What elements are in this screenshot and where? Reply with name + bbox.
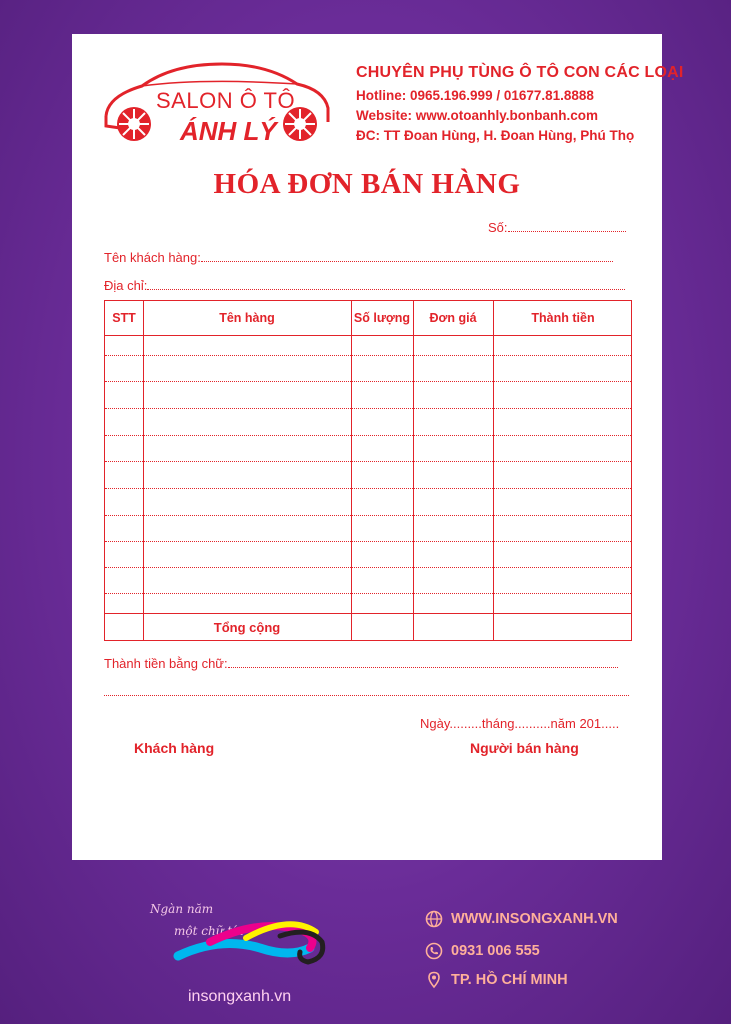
seller-signature-label: Người bán hàng xyxy=(470,740,579,756)
tagline: CHUYÊN PHỤ TÙNG Ô TÔ CON CÁC LOẠI xyxy=(356,64,684,81)
hotline: Hotline: 0965.196.999 / 01677.81.8888 xyxy=(356,88,594,103)
invoice-sheet xyxy=(72,34,684,860)
items-table xyxy=(104,300,632,641)
footer-website-text: WWW.INSONGXANH.VN xyxy=(451,911,618,927)
footer-city xyxy=(425,971,568,989)
footer-phone[interactable] xyxy=(425,942,540,960)
col-header-unit-price: Đơn giá xyxy=(429,311,477,325)
address-label: Địa chỉ: xyxy=(104,278,148,293)
col-header-item-name: Tên hàng xyxy=(219,311,275,325)
col-header-quantity: Số lượng xyxy=(353,311,411,325)
contact-block xyxy=(356,64,684,148)
buyer-signature-label: Khách hàng xyxy=(134,740,215,756)
address-field xyxy=(104,278,625,293)
amount-in-words-label: Thành tiền bằng chữ: xyxy=(104,656,228,671)
amount-in-words-field xyxy=(104,656,618,671)
date-line: Ngày.........tháng..........năm 201..... xyxy=(420,716,620,731)
slogan-line-2: một chữ tín xyxy=(174,924,244,938)
globe-icon xyxy=(425,910,443,928)
footer-city-text: TP. HỒ CHÍ MINH xyxy=(451,972,568,988)
total-label: Tổng cộng xyxy=(213,620,281,635)
salon-logo xyxy=(102,56,334,148)
logo-line-2: ÁNH LÝ xyxy=(180,116,277,146)
printer-brand: insongxanh.vn xyxy=(188,988,292,1005)
wheel-left-icon xyxy=(117,107,151,141)
customer-name-label: Tên khách hàng: xyxy=(104,250,201,265)
amount-in-words-line-2 xyxy=(104,684,629,699)
phone-icon xyxy=(425,942,443,960)
footer-phone-text: 0931 006 555 xyxy=(451,943,540,959)
col-header-amount: Thành tiền xyxy=(531,311,595,325)
footer-website[interactable] xyxy=(425,910,618,928)
wave-swirl-icon xyxy=(150,896,330,988)
customer-name-field xyxy=(104,250,613,265)
website: Website: www.otoanhly.bonbanh.com xyxy=(356,108,599,123)
address: ĐC: TT Đoan Hùng, H. Đoan Hùng, Phú Thọ xyxy=(356,128,635,143)
slogan-line-1: Ngàn năm xyxy=(150,902,214,916)
col-header-stt: STT xyxy=(112,311,136,325)
location-pin-icon xyxy=(425,971,443,989)
logo-line-1: SALON Ô TÔ xyxy=(156,88,296,113)
invoice-number-field xyxy=(488,220,626,235)
invoice-number-label: Số: xyxy=(488,220,508,235)
printer-logo xyxy=(150,896,330,1008)
invoice-title: HÓA ĐƠN BÁN HÀNG xyxy=(213,168,521,200)
